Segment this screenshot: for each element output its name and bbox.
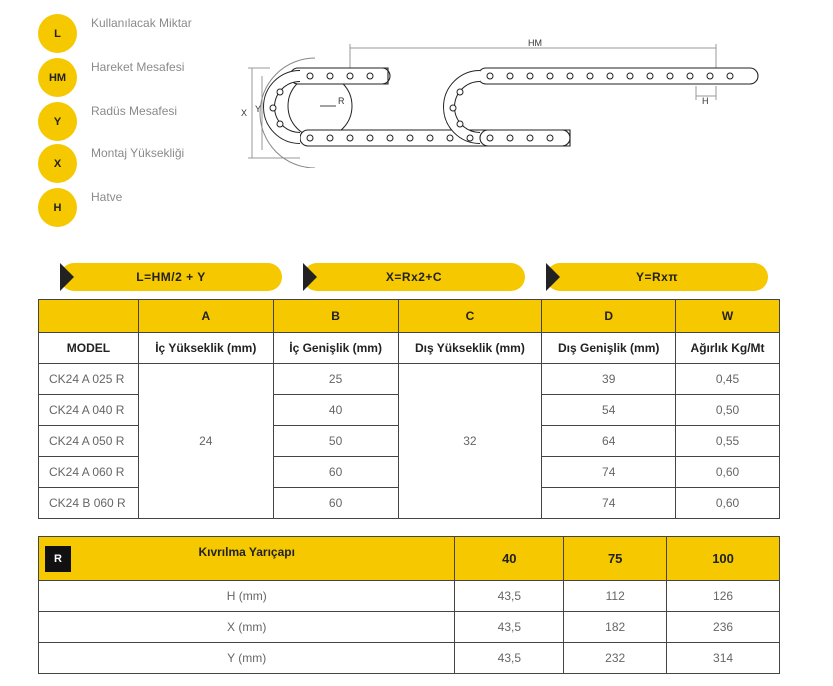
inner-width-cell: 60: [273, 457, 398, 488]
formula-y: [546, 263, 768, 291]
table-row: [39, 364, 780, 395]
radius-value-40: 40: [455, 537, 564, 581]
radius-title: Kıvrılma Yarıçapı: [198, 545, 295, 559]
outer-height-cell: 32: [398, 364, 542, 519]
value-cell: 236: [667, 612, 780, 643]
row-label: Y (mm): [39, 643, 455, 674]
x-dimension-label: X: [241, 108, 248, 118]
weight-cell: 0,45: [676, 364, 780, 395]
outer-width-cell: 74: [542, 457, 676, 488]
formula-l-text: L=HM/2 + Y: [136, 270, 206, 284]
specs-table: [38, 299, 780, 519]
model-cell: CK24 A 050 R: [39, 426, 139, 457]
table-row: [39, 581, 780, 612]
legend-item-h: [38, 188, 208, 228]
outer-width-cell: 39: [542, 364, 676, 395]
inner-width-cell: 25: [273, 364, 398, 395]
legend-text-l: Kullanılacak Miktar: [91, 16, 192, 30]
value-cell: 43,5: [455, 643, 564, 674]
hm-dimension-label: HM: [528, 38, 542, 48]
legend-badge-hm: HM: [38, 58, 77, 97]
table-row: [39, 612, 780, 643]
table-row: [39, 643, 780, 674]
model-cell: CK24 A 060 R: [39, 457, 139, 488]
weight-cell: 0,60: [676, 457, 780, 488]
weight-cell: 0,60: [676, 488, 780, 519]
header-outer-height: Dış Yükseklik (mm): [398, 333, 542, 364]
row-label: H (mm): [39, 581, 455, 612]
value-cell: 112: [564, 581, 667, 612]
row-label: X (mm): [39, 612, 455, 643]
legend-badge-x: X: [38, 144, 77, 183]
radius-value-100: 100: [667, 537, 780, 581]
r-radius-label: R: [338, 96, 345, 106]
formula-x: [303, 263, 525, 291]
specs-letter-row: [39, 300, 780, 333]
radius-value-75: 75: [564, 537, 667, 581]
legend-badge-h: H: [38, 188, 77, 227]
cable-chain-diagram: [240, 38, 760, 168]
value-cell: 182: [564, 612, 667, 643]
value-cell: 43,5: [455, 612, 564, 643]
header-inner-height: İç Yükseklik (mm): [138, 333, 273, 364]
outer-width-cell: 54: [542, 395, 676, 426]
letter-a: A: [138, 300, 273, 333]
letter-b: B: [273, 300, 398, 333]
header-weight: Ağırlık Kg/Mt: [676, 333, 780, 364]
model-cell: CK24 A 040 R: [39, 395, 139, 426]
header-model: MODEL: [39, 333, 139, 364]
model-cell: CK24 A 025 R: [39, 364, 139, 395]
legend-badge-y: Y: [38, 102, 77, 141]
formula-y-text: Y=Rxπ: [635, 270, 679, 284]
letter-empty: [39, 300, 139, 333]
outer-width-cell: 74: [542, 488, 676, 519]
value-cell: 314: [667, 643, 780, 674]
weight-cell: 0,55: [676, 426, 780, 457]
model-cell: CK24 B 060 R: [39, 488, 139, 519]
radius-table: [38, 536, 780, 674]
header-inner-width: İç Genişlik (mm): [273, 333, 398, 364]
formula-x-text: X=Rx2+C: [385, 270, 443, 284]
inner-width-cell: 50: [273, 426, 398, 457]
legend-badge-l: L: [38, 14, 77, 53]
radius-badge: R: [45, 546, 71, 572]
header-outer-width: Dış Genişlik (mm): [542, 333, 676, 364]
play-arrow-icon: [546, 263, 560, 291]
letter-d: D: [542, 300, 676, 333]
legend-text-hm: Hareket Mesafesi: [91, 60, 185, 74]
legend-item-hm: [38, 58, 208, 98]
legend-text-y: Radüs Mesafesi: [91, 104, 178, 118]
inner-width-cell: 40: [273, 395, 398, 426]
weight-cell: 0,50: [676, 395, 780, 426]
specs-header-row: [39, 333, 780, 364]
radius-title-cell: [39, 537, 455, 581]
legend-item-y: [38, 102, 208, 142]
inner-width-cell: 60: [273, 488, 398, 519]
h-dimension-label: H: [702, 96, 709, 106]
value-cell: 43,5: [455, 581, 564, 612]
legend-item-x: [38, 144, 208, 184]
outer-width-cell: 64: [542, 426, 676, 457]
legend-text-h: Hatve: [91, 190, 123, 204]
letter-c: C: [398, 300, 542, 333]
legend-text-x: Montaj Yüksekliği: [91, 146, 185, 160]
play-arrow-icon: [60, 263, 74, 291]
letter-w: W: [676, 300, 780, 333]
y-dimension-label: Y: [255, 104, 262, 114]
radius-header-row: [39, 537, 780, 581]
inner-height-cell: 24: [138, 364, 273, 519]
value-cell: 126: [667, 581, 780, 612]
value-cell: 232: [564, 643, 667, 674]
legend-item-l: [38, 14, 208, 54]
play-arrow-icon: [303, 263, 317, 291]
formula-l: [60, 263, 282, 291]
